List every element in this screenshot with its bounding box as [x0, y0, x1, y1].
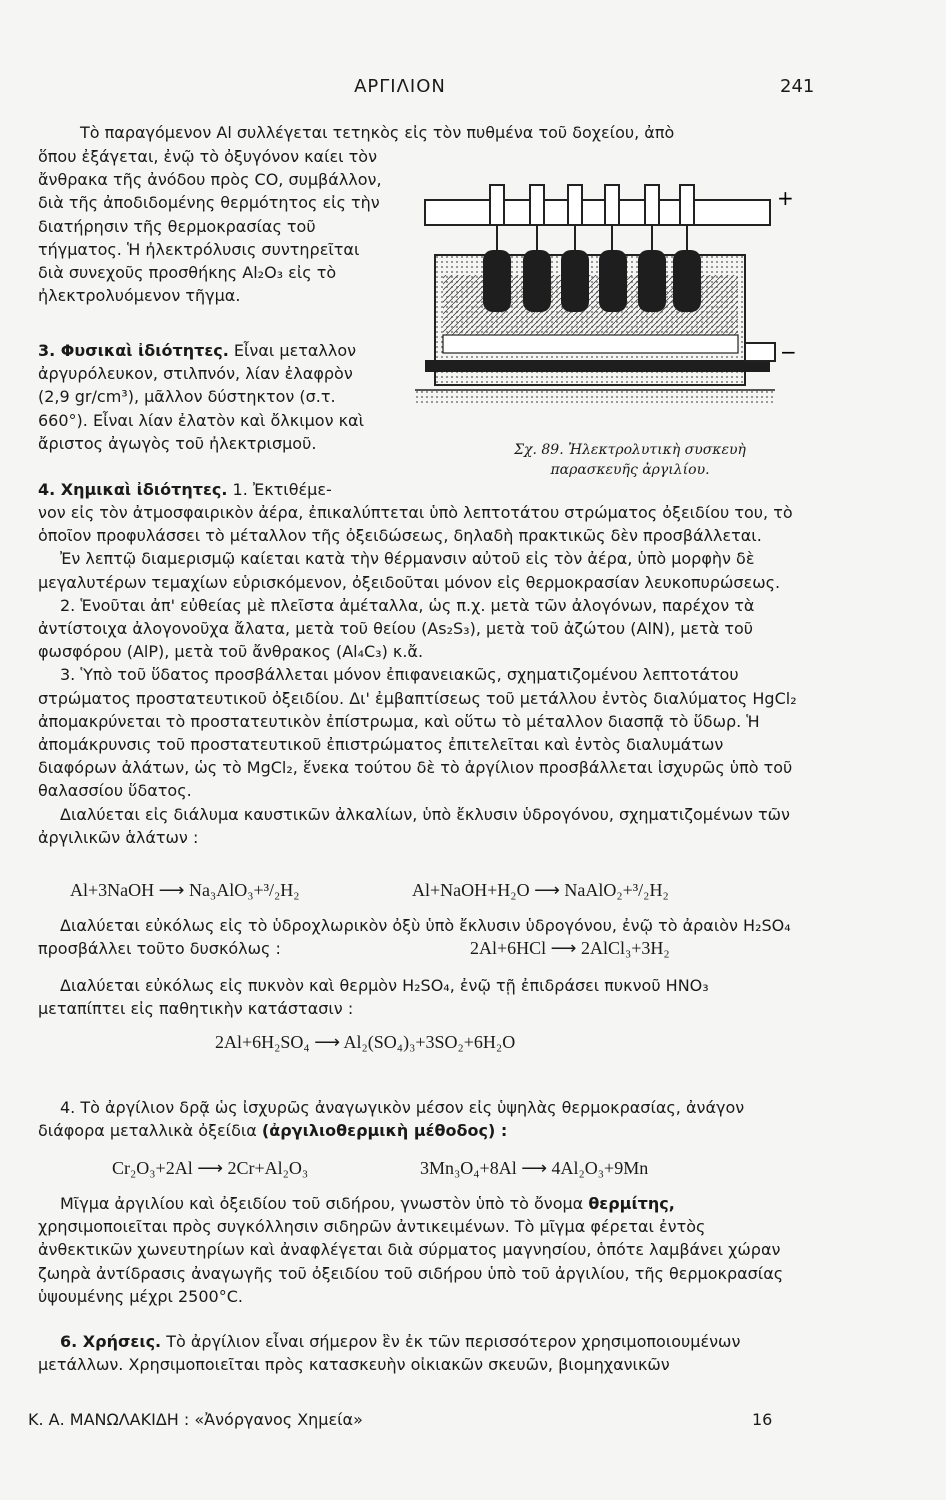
- equation: Al+NaOH+H₂O ⟶ NaAlO₂+³/₂H₂: [412, 880, 669, 900]
- section-text: Εἶναι μεταλλον ἀργυρόλευκον, στιλπνόν, λίαν ἐλαφρὸν (2,9 gr/cm³), μᾶλλον δύστηκτον (σ.τ. 660°). Εἶναι λίαν ἐλατὸν καὶ ὄλκιμον καὶ ἄριστος ἀγωγὸς τοῦ ἠλεκτρισμοῦ.: [38, 341, 364, 453]
- paragraph: Μῖγμα ἀργιλίου καὶ ὀξειδίου τοῦ σιδήρου, γνωστὸν ὑπὸ τὸ ὄνομα θερμίτης, χρησιμοποιεῖται πρὸς συγκόλλησιν σιδηρῶν ἀντικειμένων. Τὸ μῖγμα φέρεται ἐντὸς ἀνθεκτικῶν χωνευτηρίων καὶ ἀναφλέγεται διὰ σύρματος μαγνησίου, ὁπότε λαμβάνει χώραν ζωηρὰ ἀντίδρασις ἀναγωγῆς τοῦ ὀξειδίου τοῦ σιδήρου ὑπὸ τοῦ ἀργιλίου, τῆς θερμοκρασίας ὑψουμένης μέχρι 2500°C.: [38, 1194, 784, 1306]
- plus-terminal-label: +: [777, 186, 794, 210]
- equation: 2Al+6H₂SO₄ ⟶ Al₂(SO₄)₃+3SO₂+6H₂O: [215, 1032, 516, 1052]
- section-heading: 6. Χρήσεις.: [60, 1332, 162, 1351]
- equation: Cr₂O₃+2Al ⟶ 2Cr+Al₂O₃: [112, 1158, 309, 1178]
- paragraph: 4. Τὸ ἀργίλιον δρᾷ ὡς ἰσχυρῶς ἀναγωγικὸν μέσον εἰς ὑψηλὰς θερμοκρασίας, ἀνάγον διάφορα μεταλλικὰ ὀξείδια (ἀργιλιοθερμικὴ μέθοδος) :: [38, 1098, 745, 1141]
- paragraph: 3. Ὑπὸ τοῦ ὕδατος προσβάλλεται μόνον ἐπιφανειακῶς, σχηματιζομένου λεπτοτάτου στρώματος προστατευτικοῦ ὀξειδίου. Δι' ἐμβαπτίσεως τοῦ μετάλλου ἐντὸς διαλύματος HgCl₂ ἀπομακρύνεται τὸ προστατευτικὸν ἐπίστρωμα, καὶ οὕτω τὸ μέταλλον διασπᾷ τὸ ὕδωρ. Ἡ ἀπομάκρυνσις τοῦ προστατευτικοῦ ἐπιστρώματος ἐπιτελεῖται καὶ ἐντὸς διαλυμάτων διαφόρων ἀλάτων, ὡς τὸ MgCl₂, ἕνεκα τούτου δὲ τὸ ἀργίλιον προσβάλλεται ἰσχυρῶς ὑπὸ τοῦ θαλασσίου ὕδατος.: [38, 665, 797, 801]
- section-text: Τὸ ἀργίλιον εἶναι σήμερον ἓν ἐκ τῶν περισσότερον χρησιμοποιουμένων μετάλλων. Χρησιμοποιεῖται πρὸς κατασκευὴν οἰκιακῶν σκευῶν, βιομηχανικῶν: [38, 1332, 741, 1375]
- section-heading: 3. Φυσικαὶ ἰδιότητες.: [38, 341, 229, 360]
- electrolytic-cell-figure: [405, 160, 795, 430]
- paragraph: νον εἰς τὸν ἀτμοσφαιρικὸν ἀέρα, ἐπικαλύπτεται ὑπὸ λεπτοτάτου στρώματος ὀξειδίου του, τὸ ὁποῖον προφυλάσσει τὸ μέταλλον τῆς ὀξειδώσεως, δηλαδὴ πρακτικῶς δὲν προσβάλλεται.: [38, 503, 793, 546]
- section-heading: 4. Χημικαὶ ἰδιότητες.: [38, 480, 228, 499]
- section-physical-properties: [38, 339, 383, 455]
- cathode-terminal: [745, 343, 775, 361]
- anode-bus-bar: [425, 200, 770, 225]
- page-title: ΑΡΓΙΛΙΟΝ: [354, 76, 446, 97]
- molten-aluminium-layer: [443, 335, 738, 353]
- equation: 2Al+6HCl ⟶ 2AlCl₃+3H₂: [470, 938, 670, 958]
- cathode-lining: [425, 360, 770, 372]
- figure-caption: Σχ. 89. Ἠλεκτρολυτικὴ συσκευὴ παρασκευῆς ἀργιλίου.: [514, 442, 746, 478]
- footer-signature-number: 16: [752, 1410, 773, 1429]
- minus-terminal-label: −: [780, 340, 797, 364]
- page-number: 241: [780, 76, 815, 97]
- paragraph: Διαλύεται εὐκόλως εἰς πυκνὸν καὶ θερμὸν H₂SO₄, ἐνῷ τῇ ἐπιδράσει πυκνοῦ HNO₃ μεταπίπτει εἰς παθητικὴν κατάστασιν :: [38, 976, 709, 1019]
- section-uses: [38, 1330, 800, 1376]
- chemical-properties-body: [38, 501, 800, 849]
- equation: Al+3NaOH ⟶ Na₃AlO₃+³/₂H₂: [70, 880, 300, 900]
- equation: 3Mn₃O₄+8Al ⟶ 4Al₂O₃+9Mn: [420, 1158, 649, 1178]
- intro-first-line: Τὸ παραγόμενον Al συλλέγεται τετηκὸς εἰς τὸν πυθμένα τοῦ δοχείου, ἀπὸ: [80, 123, 675, 142]
- paragraph: Ἐν λεπτῷ διαμερισμῷ καίεται κατὰ τὴν θέρμανσιν αὐτοῦ εἰς τὸν ἀέρα, ὑπὸ μορφὴν δὲ μεγαλυτέρων τεμαχίων εὑρισκόμενον, ὀξειδοῦται μόνον εἰς θερμοκρασίαν λευκοπυρώσεως.: [38, 549, 781, 592]
- paragraph: Διαλύεται εἰς διάλυμα καυστικῶν ἀλκαλίων, ὑπὸ ἔκλυσιν ὑδρογόνου, σχηματιζομένων τῶν ἀργιλικῶν ἁλάτων :: [38, 804, 790, 847]
- footer-author: Κ. Α. ΜΑΝΩΛΑΚΙΔΗ : «Ἀνόργανος Χημεία»: [28, 1410, 363, 1429]
- intro-paragraph: ὅπου ἐξάγεται, ἐνῷ τὸ ὀξυγόνον καίει τὸν ἄνθρακα τῆς ἀνόδου πρὸς CO, συμβάλλον, διὰ τῆς ἀποδιδομένης θερμότητος εἰς τὴν διατήρησιν τῆς θερμοκρασίας τοῦ τήγματος. Ἡ ἠλεκτρόλυσις συντηρεῖται διὰ συνεχοῦς προσθήκης Al₂O₃ εἰς τὸ ἠλεκτρολυόμενον τῆγμα.: [38, 147, 382, 306]
- foundation: [415, 390, 775, 406]
- paragraph: 2. Ἑνοῦται ἀπ' εὐθείας μὲ πλεῖστα ἀμέταλλα, ὡς π.χ. μετὰ τῶν ἀλογόνων, παρέχον τὰ ἀντίστοιχα ἀλογονοῦχα ἄλατα, μετὰ τοῦ θείου (As₂S₃), μετὰ τοῦ ἀζώτου (AlN), μετὰ τοῦ φωσφόρου (AlP), μετὰ τοῦ ἄνθρακος (Al₄C₃) κ.ἄ.: [38, 595, 755, 662]
- paragraph: Διαλύεται εὐκόλως εἰς τὸ ὑδροχλωρικὸν ὀξὺ ὑπὸ ἔκλυσιν ὑδρογόνου, ἐνῷ τὸ ἀραιὸν H₂SO₄ προσβάλλει τοῦτο δυσκόλως :: [38, 916, 791, 959]
- section-text: 1. Ἐκτιθέμε-: [232, 480, 332, 499]
- section-chemical-properties-heading: [38, 478, 383, 501]
